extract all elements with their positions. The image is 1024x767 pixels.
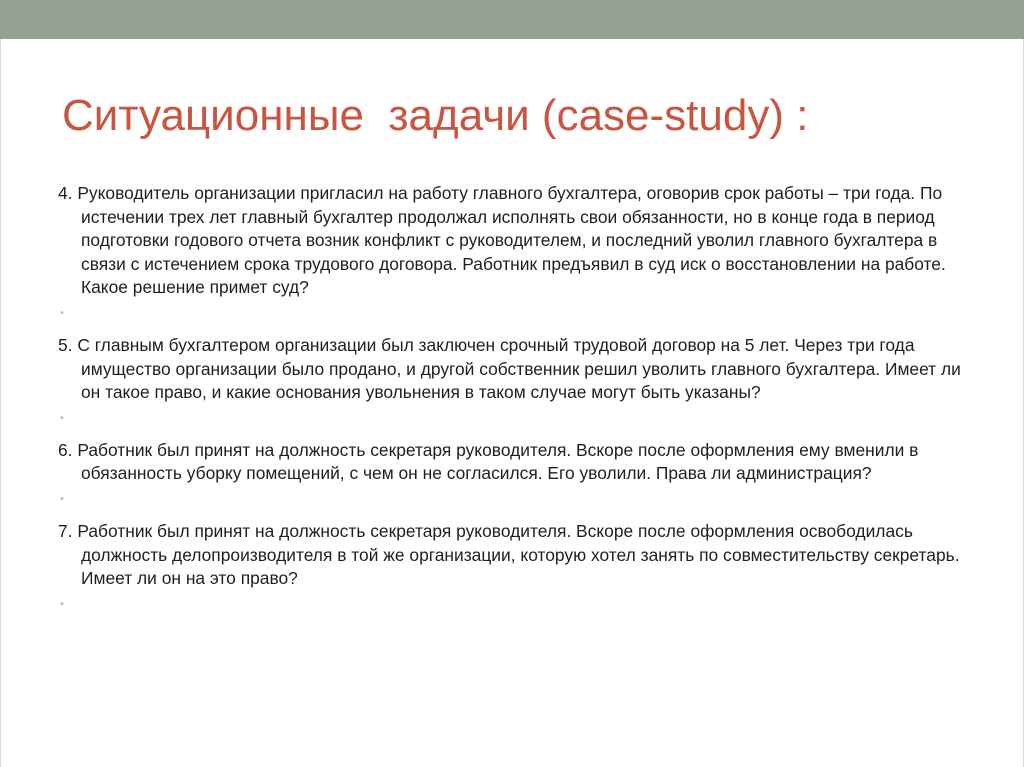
bullet-icon: •	[59, 598, 65, 610]
slide-title: Ситуационные задачи (case-study) :	[62, 91, 809, 140]
empty-bullet	[58, 591, 968, 625]
case-item-4: 4. Руководитель организации пригласил на работу главного бухгалтера, оговорив срок работы – три года. По истечении трех лет главный бухгалтер продолжал исполнять свои обязанности, но в конце года в период подготовки годового отчета возник конфликт с руководителем, и последний уволил главного бухгалтера в связи с истечением срока трудового договора. Работник предъявил в суд иск о восстановлении на работе. Какое решение примет суд?	[58, 183, 946, 298]
case-item-7: 7. Работник был принят на должность секретаря руководителя. Вскоре после оформления освободилась должность делопроизводителя в той же организации, которую хотел занять по совместительству секретарь. Имеет ли он на это право?	[58, 520, 960, 589]
empty-bullet	[58, 486, 968, 520]
empty-bullet	[58, 405, 968, 439]
bullet-icon: •	[59, 412, 65, 424]
slide-content	[58, 182, 968, 625]
case-item-5: 5. С главным бухгалтером организации был заключен срочный трудовой договор на 5 лет. Через три года имущество организации было продано, и другой собственник решил уволить главного бухгалтера. Имеет ли он такое право, и какие основания увольнения в таком случае могут быть указаны?	[58, 334, 961, 403]
top-band	[0, 0, 1024, 39]
bullet-icon: •	[59, 307, 65, 319]
left-border	[0, 39, 1, 767]
empty-bullet	[58, 300, 968, 334]
case-item-6: 6. Работник был принят на должность секретаря руководителя. Вскоре после оформления ему вменили в обязанность уборку помещений, с чем он не согласился. Его уволили. Права ли администрация?	[58, 439, 919, 484]
bullet-icon: •	[59, 493, 65, 505]
